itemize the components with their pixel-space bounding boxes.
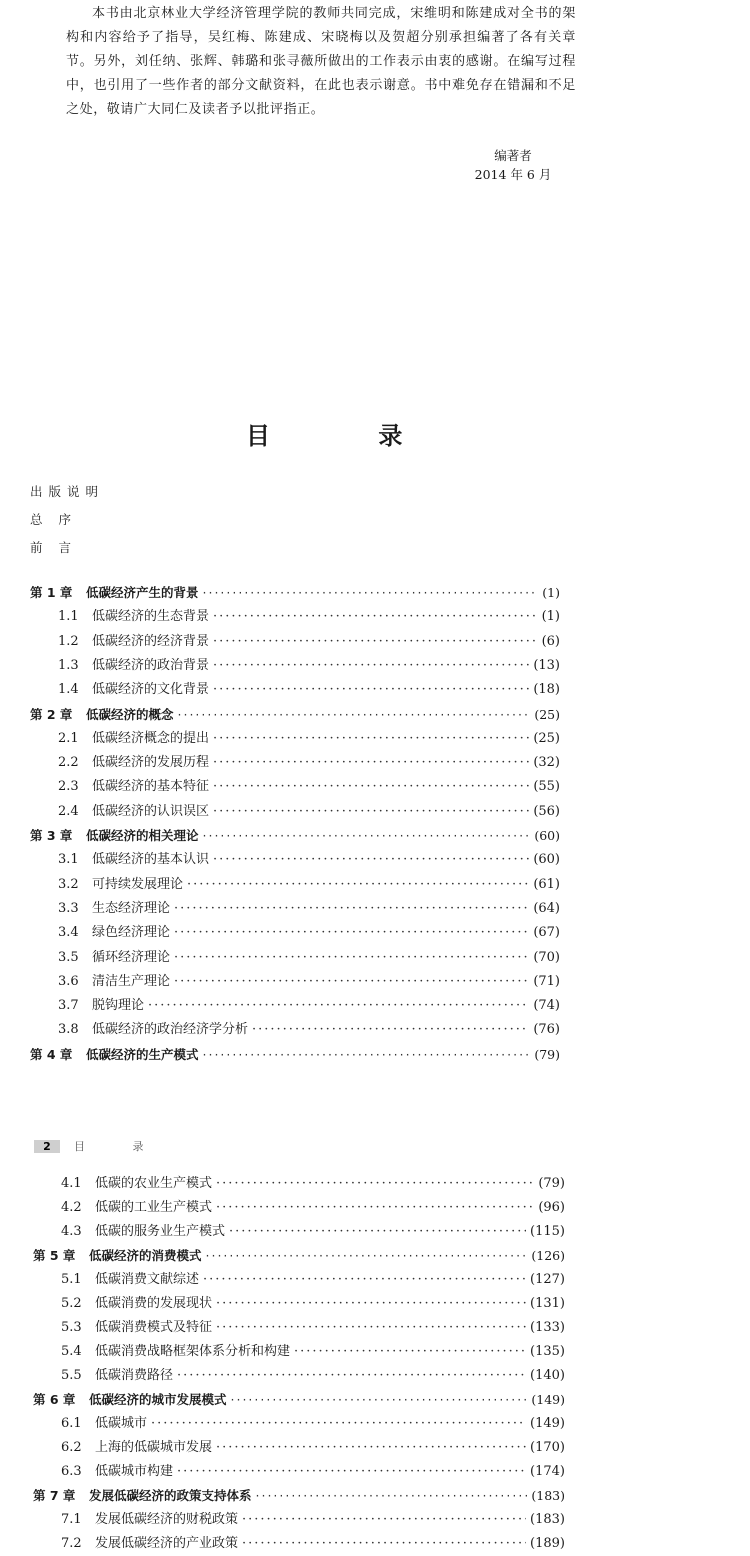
toc-chapter-entry[interactable] [30,703,560,727]
toc-entry-page: (25) [533,730,560,746]
toc-dot-leader [213,775,529,799]
toc-entry-title: 发展低碳经济的政策支持体系 [89,1488,252,1503]
toc-entry-title: 低碳经济的政治背景 [92,657,210,673]
toc-entry-title: 低碳经济的概念 [86,706,174,722]
toc-section-entry[interactable] [61,1340,565,1364]
toc-dot-leader [151,1412,526,1436]
toc-entry-page: (79) [538,1176,565,1191]
toc-section-entry[interactable] [58,775,560,799]
toc-dot-leader [148,994,529,1018]
toc-entry-number: 3.2 [58,876,79,892]
toc-entry-title: 低碳经济的政治经济学分析 [92,1022,249,1038]
toc-entry-page: (74) [533,998,560,1014]
toc-entry-page: (6) [541,633,560,649]
toc-dot-leader [216,1172,534,1196]
toc-entry-title: 低碳经济的城市发展模式 [89,1392,227,1407]
toc-dot-leader [242,1532,526,1556]
toc-section-entry[interactable] [61,1364,565,1388]
toc-entry-title: 低碳消费文献综述 [95,1272,200,1287]
toc-dot-leader [213,727,529,751]
toc-entry-title: 发展低碳经济的产业政策 [95,1536,239,1551]
preface-date: 2014 年 6 月 [474,167,552,182]
toc-chapter-entry[interactable] [30,824,560,848]
toc-entry-title: 低碳城市构建 [95,1464,174,1479]
toc-entry-page: (32) [533,755,560,771]
toc-entry-number: 4.2 [61,1200,82,1215]
toc-section-entry[interactable] [58,897,560,921]
toc-entry-page: (76) [533,1022,560,1038]
toc-entry-number: 3.1 [58,852,79,868]
toc-entry-page: (60) [533,852,560,868]
toc-entry-title: 低碳经济的基本认识 [92,852,210,868]
toc-section-entry[interactable] [58,946,560,970]
toc-entry-title: 低碳的农业生产模式 [95,1176,213,1191]
toc-section-entry[interactable] [61,1292,565,1316]
toc-dot-leader [213,848,529,872]
toc-entry-number: 2.2 [58,755,79,771]
toc-entry-page: (55) [533,779,560,795]
toc-dot-leader [174,970,529,994]
toc-entry-number: 3.6 [58,973,79,989]
toc-entry-number: 1.2 [58,633,79,649]
toc-entry-title: 低碳经济的发展历程 [92,755,210,771]
toc-entry-page: (18) [533,682,560,698]
toc-entry-number: 5.1 [61,1272,82,1287]
toc-entry-number: 2.4 [58,803,79,819]
toc-entry-number: 1.4 [58,682,79,698]
toc-entry-title: 低碳经济的相关理论 [86,828,199,843]
toc-entry-page: (67) [533,925,560,941]
toc-entry-title: 脱钩理论 [92,998,145,1014]
toc-entry-page: (61) [533,876,560,892]
toc-section-entry[interactable] [58,605,560,629]
toc-section-entry[interactable] [58,873,560,897]
toc-entry-number: 1.1 [58,609,79,625]
toc-entry-page: (170) [530,1440,565,1455]
toc-entry-page: (71) [533,973,560,989]
toc-dot-leader [229,1220,526,1244]
toc-section-entry[interactable] [58,678,560,702]
toc-entry-number: 3.7 [58,998,79,1014]
toc-dot-leader [213,630,538,654]
toc-entry-title: 低碳经济概念的提出 [92,730,210,746]
toc-entry-title: 低碳消费模式及特征 [95,1320,213,1335]
toc-entry-page: (189) [530,1536,565,1551]
toc-chapter-entry[interactable] [33,1244,565,1268]
toc-dot-leader [216,1436,526,1460]
toc-entry-page: (25) [534,706,560,722]
toc-section-entry[interactable] [58,727,560,751]
toc-chapter-entry[interactable] [33,1388,565,1412]
toc-section-entry[interactable] [61,1196,565,1220]
toc-entry-number: 5.4 [61,1344,82,1359]
toc-entry-page: (183) [530,1512,565,1527]
toc-entry-page: (140) [530,1368,565,1383]
toc-dot-leader [203,824,531,848]
toc-entry-page: (133) [530,1320,565,1335]
toc-section-entry[interactable] [61,1532,565,1556]
toc-dot-leader [213,800,529,824]
toc-section-entry[interactable] [58,994,560,1018]
toc-dot-leader [177,1364,526,1388]
toc-entry-number: 第 6 章 [33,1392,76,1407]
toc-entry-title: 低碳的服务业生产模式 [95,1224,226,1239]
toc-entry-title: 低碳经济的生态背景 [92,609,210,625]
toc-entry-number: 3.3 [58,900,79,916]
toc-section-entry[interactable] [61,1412,565,1436]
toc-chapter-entry[interactable] [30,1043,560,1067]
toc-dot-leader [203,1268,526,1292]
toc-section-entry[interactable] [61,1460,565,1484]
toc-entry-number: 4.1 [61,1176,82,1191]
toc-entry-page: (79) [534,1046,560,1062]
toc-entry-title: 低碳经济的文化背景 [92,682,210,698]
toc-section-entry[interactable] [61,1172,565,1196]
toc-entry-number: 7.2 [61,1536,82,1551]
preface-text: 本书由北京林业大学经济管理学院的教师共同完成，宋维明和陈建成对全书的架构和内容给予了指导，吴红梅、陈建成、宋晓梅以及贺超分别承担编著了各有关章节。另外，刘任纳、张辉、韩璐和张寻薇所做出的工作表示由衷的感谢。在编写过程中，也引用了一些作者的部分文献资料，在此也表示谢意。书中难免存在错漏和不足之处，敬请广大同仁及读者予以批评指正。 [66,6,576,117]
toc-entry-title: 低碳的工业生产模式 [95,1200,213,1215]
toc-entry-number: 第 2 章 [30,706,73,722]
toc-entry-number: 第 4 章 [30,1046,73,1062]
toc-entry-title: 清洁生产理论 [92,973,171,989]
toc-front-item[interactable]: 总 序 [30,512,77,527]
toc-chapter-entry[interactable] [33,1484,565,1508]
toc-entry-number: 6.2 [61,1440,82,1455]
toc-entry-number: 3.5 [58,949,79,965]
toc-section-entry[interactable] [58,848,560,872]
toc-entry-title: 绿色经济理论 [92,925,171,941]
toc-section-entry[interactable] [61,1268,565,1292]
toc-entry-title: 低碳经济的生产模式 [86,1046,199,1062]
toc-dot-leader [213,605,538,629]
toc-entry-page: (1) [542,585,560,600]
toc-dot-leader [174,946,529,970]
toc-dot-leader [213,678,529,702]
toc-dot-leader [203,1043,531,1067]
page-number-badge: 2 [34,1140,60,1153]
toc-entry-number: 第 3 章 [30,828,73,843]
toc-dot-leader [216,1316,526,1340]
toc-entry-number: 5.5 [61,1368,82,1383]
toc-entry-page: (135) [530,1344,565,1359]
toc-entry-page: (56) [533,803,560,819]
toc-entry-title: 低碳城市 [95,1416,148,1431]
toc-entry-title: 低碳经济的认识误区 [92,803,210,819]
toc-entry-title: 发展低碳经济的财税政策 [95,1512,239,1527]
toc-entry-number: 1.3 [58,657,79,673]
toc-entry-page: (70) [533,949,560,965]
toc-entry-page: (96) [538,1200,565,1215]
toc-entry-title: 低碳经济的基本特征 [92,779,210,795]
preface-signature-block [468,146,558,184]
toc-chapter-entry[interactable] [30,581,560,605]
toc-section-entry[interactable] [61,1316,565,1340]
toc-entry-number: 2.1 [58,730,79,746]
toc-section-entry[interactable] [61,1436,565,1460]
toc-entry-title: 低碳经济的经济背景 [92,633,210,649]
toc-entry-number: 第 1 章 [30,585,73,600]
preface-signature: 编著者 [494,148,532,163]
toc-section-entry[interactable] [58,630,560,654]
running-header-label: 目 录 [74,1140,166,1153]
toc-dot-leader [256,1484,528,1508]
toc-entry-title: 循环经济理论 [92,949,171,965]
toc-dot-leader [252,1018,529,1042]
toc-section-entry[interactable] [58,654,560,678]
toc-entry-title: 低碳经济产生的背景 [86,585,199,600]
toc-entry-number: 6.1 [61,1416,82,1431]
toc-entry-number: 3.8 [58,1022,79,1038]
toc-entry-number: 2.3 [58,779,79,795]
toc-entry-page: (13) [533,657,560,673]
toc-entry-title: 可持续发展理论 [92,876,184,892]
toc-entry-number: 第 5 章 [33,1248,76,1263]
toc-entry-page: (126) [531,1248,565,1263]
preface-paragraph [66,2,576,122]
toc-dot-leader [178,703,531,727]
toc-section-entry[interactable] [58,751,560,775]
toc-entry-number: 6.3 [61,1464,82,1479]
toc-entry-page: (174) [530,1464,565,1479]
toc-front-item[interactable]: 前 言 [30,540,77,555]
toc-dot-leader [213,654,529,678]
toc-dot-leader [177,1460,526,1484]
toc-dot-leader [216,1292,526,1316]
toc-entry-page: (149) [530,1416,565,1431]
toc-dot-leader [187,873,529,897]
toc-title: 目 录 [246,422,453,450]
toc-entry-title: 低碳消费战略框架体系分析和构建 [95,1344,291,1359]
toc-entry-number: 3.4 [58,925,79,941]
toc-section-entry[interactable] [61,1508,565,1532]
toc-section-entry[interactable] [58,921,560,945]
toc-entry-number: 5.3 [61,1320,82,1335]
toc-section-entry[interactable] [58,800,560,824]
toc-entry-number: 4.3 [61,1224,82,1239]
toc-entry-number: 7.1 [61,1512,82,1527]
toc-dot-leader [203,581,539,605]
toc-entry-page: (149) [531,1392,565,1407]
page-header [34,1138,166,1154]
toc-dot-leader [231,1388,528,1412]
toc-entry-title: 生态经济理论 [92,900,171,916]
toc-entry-title: 低碳经济的消费模式 [89,1248,202,1263]
toc-entry-number: 5.2 [61,1296,82,1311]
toc-section-entry[interactable] [58,970,560,994]
toc-front-item[interactable]: 出版说明 [30,484,105,499]
toc-section-entry[interactable] [58,1018,560,1042]
toc-entry-title: 上海的低碳城市发展 [95,1440,213,1455]
toc-entry-page: (127) [530,1272,565,1287]
toc-entry-title: 低碳消费的发展现状 [95,1296,213,1311]
toc-entry-page: (115) [530,1224,565,1239]
toc-entry-number: 第 7 章 [33,1488,76,1503]
toc-dot-leader [216,1196,534,1220]
toc-dot-leader [294,1340,526,1364]
toc-dot-leader [174,897,529,921]
toc-entry-page: (183) [531,1488,565,1503]
toc-dot-leader [242,1508,526,1532]
toc-entry-page: (131) [530,1296,565,1311]
toc-section-entry[interactable] [61,1220,565,1244]
toc-entry-page: (60) [534,828,560,843]
toc-entry-page: (1) [541,609,560,625]
toc-dot-leader [206,1244,528,1268]
toc-entry-page: (64) [533,900,560,916]
toc-dot-leader [213,751,529,775]
toc-dot-leader [174,921,529,945]
toc-entry-title: 低碳消费路径 [95,1368,174,1383]
